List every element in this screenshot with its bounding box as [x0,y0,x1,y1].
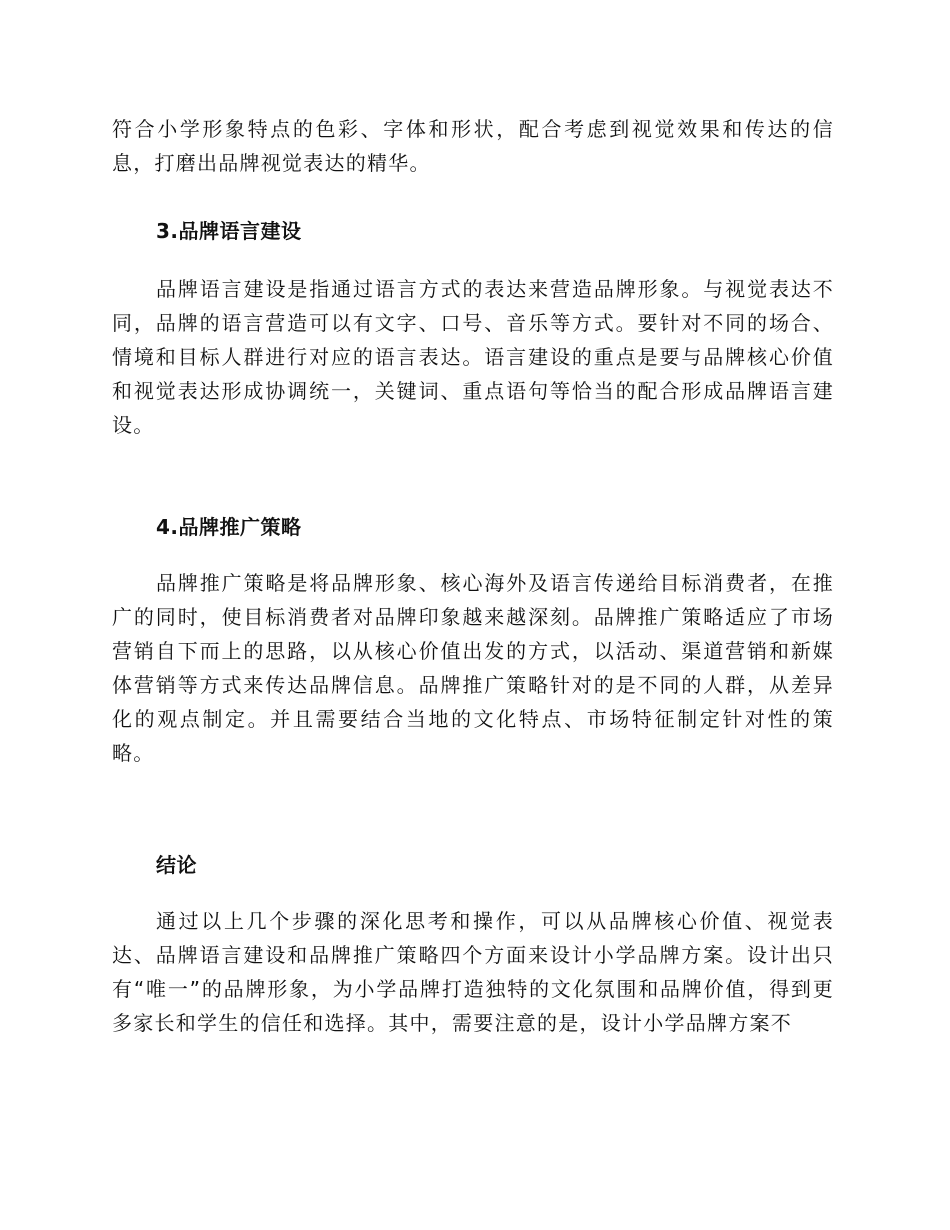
section-heading-brand-language: 3.品牌语言建设 [156,219,302,243]
section-heading-conclusion: 结论 [156,853,197,877]
paragraph-brand-promotion: 品牌推广策略是将品牌形象、核心海外及语言传递给目标消费者，在推广的同时，使目标消费者对品牌印象越来越深刻。品牌推广策略适应了市场营销自下而上的思路，以从核心价值出发的方式，以活动、渠道营销和新媒体营销等方式来传达品牌信息。品牌推广策略针对的是不同的人群，从差异化的观点制定。并且需要结合当地的文化特点、市场特征制定针对性的策略。 [112,571,834,765]
paragraph-visual-expression-end: 符合小学形象特点的色彩、字体和形状，配合考虑到视觉效果和传达的信息，打磨出品牌视觉表达的精华。 [112,117,834,175]
paragraph-conclusion: 通过以上几个步骤的深化思考和操作，可以从品牌核心价值、视觉表达、品牌语言建设和品牌推广策略四个方面来设计小学品牌方案。设计出只有“唯一”的品牌形象，为小学品牌打造独特的文化氛围和品牌价值，得到更多家长和学生的信任和选择。其中，需要注意的是，设计小学品牌方案不 [112,909,834,1035]
paragraph-brand-language: 品牌语言建设是指通过语言方式的表达来营造品牌形象。与视觉表达不同，品牌的语言营造可以有文字、口号、音乐等方式。要针对不同的场合、情境和目标人群进行对应的语言表达。语言建设的重点是要与品牌核心价值和视觉表达形成协调统一，关键词、重点语句等恰当的配合形成品牌语言建设。 [112,277,834,437]
section-heading-brand-promotion: 4.品牌推广策略 [156,515,302,539]
